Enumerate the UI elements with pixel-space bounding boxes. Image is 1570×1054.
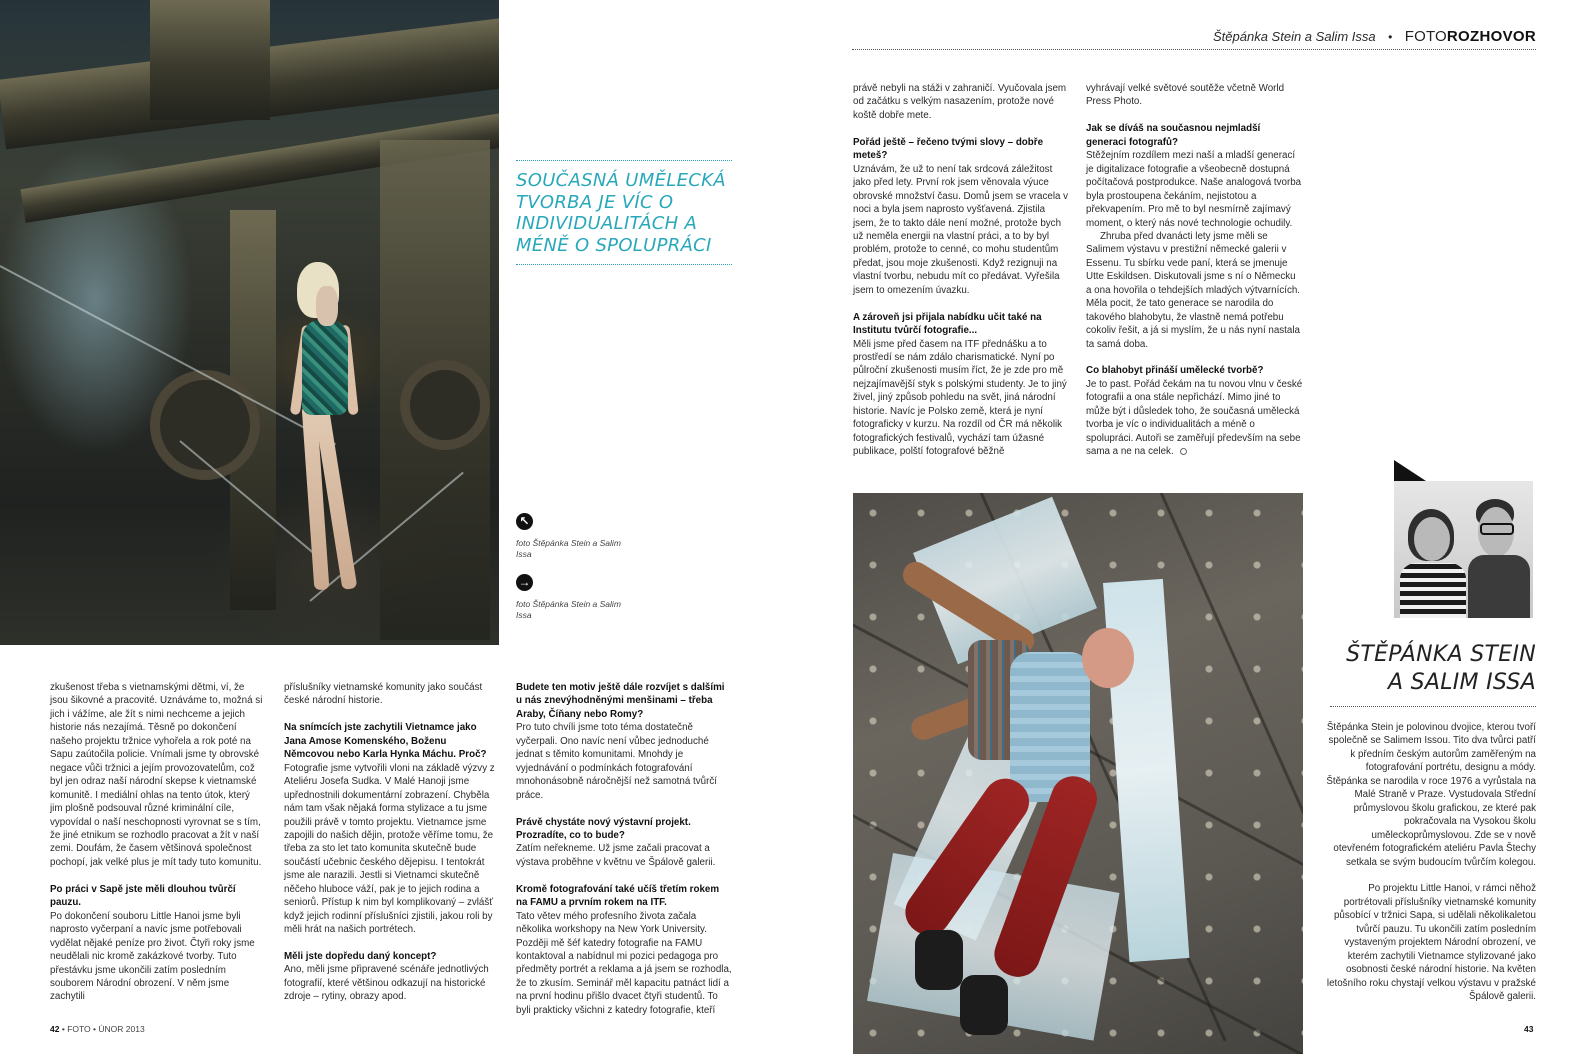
interview-question: A zároveň jsi přijala nabídku učit také na Institutu tvůrčí fotografie... [853, 311, 1042, 337]
bio-paragraph: Štěpánka Stein je polovinou dvojice, kterou tvoří společně se Salimem Issou. Tito dva tvůrci patří k předním českým autorům zaměřeným na fotografování portrétu, designu a módy. Štěpánka se narodila v roce 1976 a vyrůstala na Malé Straně v Praze. Vystudovala Střední průmyslovou školu grafickou, ze které pak pokračovala na Vysokou školu uměleckoprůmyslovou. Zde se v nově otevřeném fotografickém ateliéru Pavla Štechy setkala se svým budoucím tvůrčím kolegou. [1326, 722, 1536, 868]
bio-paragraph: Po projektu Little Hanoi, v rámci něhož portrétovali příslušníky vietnamské komunity působící v tržnici Sapa, si udělali několikaletou tvůrčí pauzu. Tu ukončili zatím posledním vystaveným projektem Národní obrození, ve kterém zachytili Vietnamce stylizované jako osobnosti české národní historie. Na květen letošního roku chystají velkou výstavu v pražské Špálově galerii. [1326, 883, 1536, 1003]
interview-question: Měli jste dopředu daný koncept? [284, 951, 437, 963]
arrow-up-left-icon: ↖ [516, 513, 533, 530]
interview-question: Po práci v Sapě jste měli dlouhou tvůrčí pauzu. [50, 883, 236, 909]
header-section-name: ROZHOVOR [1446, 28, 1536, 45]
pull-quote-rule-top [516, 160, 732, 161]
header-divider [852, 49, 1536, 50]
interview-question: Jak se díváš na současnou nejmladší generaci fotografů? [1086, 123, 1261, 148]
page-number: 43 [1524, 1024, 1534, 1034]
portrait-corner-triangle [1394, 460, 1426, 481]
article-column-3 [516, 681, 732, 1017]
article-paragraph: Je to past. Pořád čekám na tu novou vlnu v české fotografii a ona stále nepřichází. Mimo jiné to může být i důsledek toho, že současná umělecká tvorba je víc o individualitách a méně o spolupráci. Autoři se zaměřují především na sebe sama a ne na celek. [1086, 378, 1303, 458]
pull-quote-rule-bottom [516, 264, 732, 265]
photo-portrait-face [1414, 517, 1450, 561]
photo-authors-portrait [1394, 481, 1533, 618]
article-column-4 [853, 82, 1071, 459]
photo-portrait-body [1400, 563, 1466, 618]
end-of-article-icon [1180, 448, 1187, 455]
interview-question: Na snímcích jste zachytili Vietnamce jako Jana Amose Komenského, Boženu Němcovou nebo Karla Hynka Máchu. Proč? [284, 722, 487, 761]
photo-man-head [1082, 628, 1134, 688]
photo-model-body [302, 320, 348, 415]
photo-portrait-body [1468, 555, 1530, 618]
article-column-2 [284, 681, 498, 1004]
footer-magazine: FOTO [67, 1024, 91, 1034]
article-paragraph: příslušníky vietnamské komunity jako součást české národní historie. [284, 682, 483, 707]
arrow-right-icon: → [516, 574, 533, 591]
photo-man-boot [960, 975, 1008, 1035]
interview-question: Právě chystáte nový výstavní projekt. Prozradíte, co to bude? [516, 816, 691, 841]
article-paragraph: Pro tuto chvíli jsme toto téma dostatečně vyčerpali. Ono navíc není vůbec jednoduché jednat s těmito komunitami. Mnohdy je vyjednávání o podmínkách fotografování mnohonásobně náročnější než samotná tvůrčí práce. [516, 722, 717, 801]
article-paragraph: zkušenost třeba s vietnamskými dětmi, ví, že jsou šikovné a pracovité. Uznáváme to, možná si jich i vážíme, ale žít s nimi nechceme a jejich historie nás nezajímá. Těsně po dokončení našeho projektu tržnice vyhořela a rok poté na Sapu zaútočila policie. Vnímali jsme ty obrovské negace vůči tržnici a jejím provozovatelům, což byl jen odraz naší národní skepse k vietnamské komunitě. I mediální ohlas na tento útok, který jim plošně podsouval různé kriminální cíle, vypovídal o naší neschopnosti vyrovnat se s tím, že jiné etnikum se rozhodlo pracovat a žít v naší zemi. Doufám, že časem většinová společnost pochopí, jak velké plus je mít tady tuto komunitu. [50, 682, 263, 868]
article-paragraph: Uznávám, že už to není tak srdcová záležitost jako před lety. První rok jsem věnovala výuce obrovské množství času. Domů jsem se vracela v noci a byla jsem naprosto vyšťavená. Zjistila jsem, že to takto dále není možné, protože bych už neměla energii na vlastní práci, a to by byl problém, protože to cenné, co mohu studentům předat, jsou moje zkušenosti. Když rezignuji na vlastní tvorbu, nebudu mít co předávat. Vyřešila jsem to omezením úvazku. [853, 163, 1069, 296]
article-paragraph: Stěžejním rozdílem mezi naší a mladší generací je digitalizace fotografie a všeobecně dostupná počítačová postprodukce. Naše analogová tvorba byla prostoupena čekáním, nejistotou a překvapením. Pro mě to byl nesmírně zajímavý moment, o který nás nové technologie ochudily. [1086, 150, 1302, 229]
bio-name-line: ŠTĚPÁNKA STEIN [1346, 642, 1536, 667]
article-paragraph: Zhruba před dvanácti lety jsme měli se Salimem výstavu v prestižní německé galerii v Essenu. Tu sbírku vede paní, která se jmenuje Utte Eskildsen. Diskutovali jsme s ní o Německu a ona hovořila o tehdejších mladých výtvarnících. Měla pocit, že tato generace se narodila do takového blahobytu, že vlastně nemá potřebu cokoliv řešit, a já si myslím, že u nás nyní nastala ta samá doba. [1086, 230, 1301, 350]
interview-question: Kromě fotografování také učíš třetím rokem na FAMU a prvním rokem na ITF. [516, 883, 720, 909]
footer-left [50, 1024, 145, 1034]
photo-caption: foto Štěpánka Stein a Salim Issa [516, 599, 621, 620]
article-paragraph: Zatím neřekneme. Už jsme začali pracovat a výstava proběhne v květnu ve Špálově galerii. [516, 843, 716, 868]
page-header [1160, 28, 1536, 46]
footer-bullet: • [61, 1024, 65, 1034]
bio-heading [1330, 641, 1536, 697]
article-paragraph: Fotografie jsme vytvořili vloni na základě výzvy z Ateliéru Josefa Sudka. V Malé Hanoji jsme upřednostnili dokumentární zobrazení. Chyběla nám tam však nějaká forma stylizace a tu jsme použili právě v tomto projektu. Vietnamce jsme zapojili do našich dějin, protože věříme tomu, že třeba za sto let tato komunita skutečně bude součástí učebnic českého dějepisu. I tentokrát jsme ale narazili. Jestli si Vietnamci skutečně něčeho hluboce váží, pak je to jejich rodina a seniorů. Přístup k nim byl komplikovaný – zvlášť když jejich rodinní příslušníci zjistili, jakou roli by měli hrát na našich portrétech. [284, 762, 495, 936]
photo-man-boot [915, 930, 963, 990]
footer-right [1524, 1024, 1533, 1034]
bio-text [1326, 721, 1536, 1017]
photo-model-industrial [0, 0, 499, 645]
photo-gear [400, 360, 490, 450]
article-paragraph: právě nebyli na stáži v zahraničí. Vyučovala jsem od začátku s velkým nasazením, protože nové koště dobře mete. [853, 83, 1067, 121]
photo-pipe [150, 0, 270, 120]
pull-quote: SOUČASNÁ UMĚLECKÁ TVORBA JE VÍC O INDIVIDUALITÁCH A MÉNĚ O SPOLUPRÁCI [516, 170, 726, 256]
article-paragraph: Tato větev mého profesního života začala několika workshopy na New York University. Později mě šéf katedry fotografie na FAMU kontaktoval a nabídnul mi pozici pedagoga pro předměty portrét a reklama a já jsem se rozhodla, že to zkusím. Seminář měl kapacitu patnáct lidí a na první hodinu přišlo dvacet čtyři studentů. To byli prakticky všichni z katedry fotografie, kteří [516, 910, 732, 1016]
bio-divider [1330, 706, 1536, 707]
photo-caption: foto Štěpánka Stein a Salim Issa [516, 538, 621, 559]
article-paragraph: vyhrávají velké světové soutěže včetně World Press Photo. [1086, 83, 1285, 108]
interview-question: Pořád ještě – řečeno tvými slovy – dobře meteš? [853, 136, 1044, 162]
article-paragraph: Ano, měli jsme připravené scénáře jednotlivých fotografií, které většinou odkazují na historické zdroje – rytiny, obrazy apod. [284, 964, 489, 1003]
article-paragraph: Po dokončení souboru Little Hanoi jsme byli naprosto vyčerpaní a navíc jsme potřebovali vydělat nějaké peníze pro život. Čtyři roky jsme neudělali nic kromě zakázkové tvorby. Tuto přestávku jsme ukončili zatím posledním souborem Národní obrození. V něm jsme zachytili [50, 910, 255, 1003]
photo-model-face [316, 286, 338, 326]
footer-issue: ÚNOR 2013 [98, 1024, 145, 1034]
interview-question: Budete ten motiv ještě dále rozvíjet s dalšími u nás znevýhodněnými menšinami – třeba Araby, Číňany nebo Romy? [516, 682, 725, 720]
footer-bullet: • [93, 1024, 97, 1034]
article-column-1 [50, 681, 264, 1004]
bio-name-line: A SALIM ISSA [1387, 670, 1536, 695]
header-bullet: • [1388, 30, 1393, 44]
header-section-prefix: FOTO [1404, 28, 1447, 45]
header-authors: Štěpánka Stein a Salim Issa [1213, 29, 1376, 44]
article-paragraph: Měli jsme před časem na ITF přednášku a to prostředí se nám zdálo charismatické. Nyní po půlroční zkušenosti musím říct, že je zde pro mě nejzajímavější styk s polskými studenty. Je to jiný živel, jiný způsob pohledu na svět, jiná národní historie. Navíc je Polsko země, která je nyní fotograficky v kurzu. Na rozdíl od ČR má několik fotografických festivalů, vychází tam úžasné publikace, polští fotografové běžně [853, 338, 1067, 458]
article-column-5 [1086, 82, 1303, 459]
page-number: 42 [50, 1024, 60, 1034]
interview-question: Co blahobyt přináší umělecké tvorbě? [1086, 365, 1264, 377]
photo-portrait-glasses [1480, 523, 1514, 535]
